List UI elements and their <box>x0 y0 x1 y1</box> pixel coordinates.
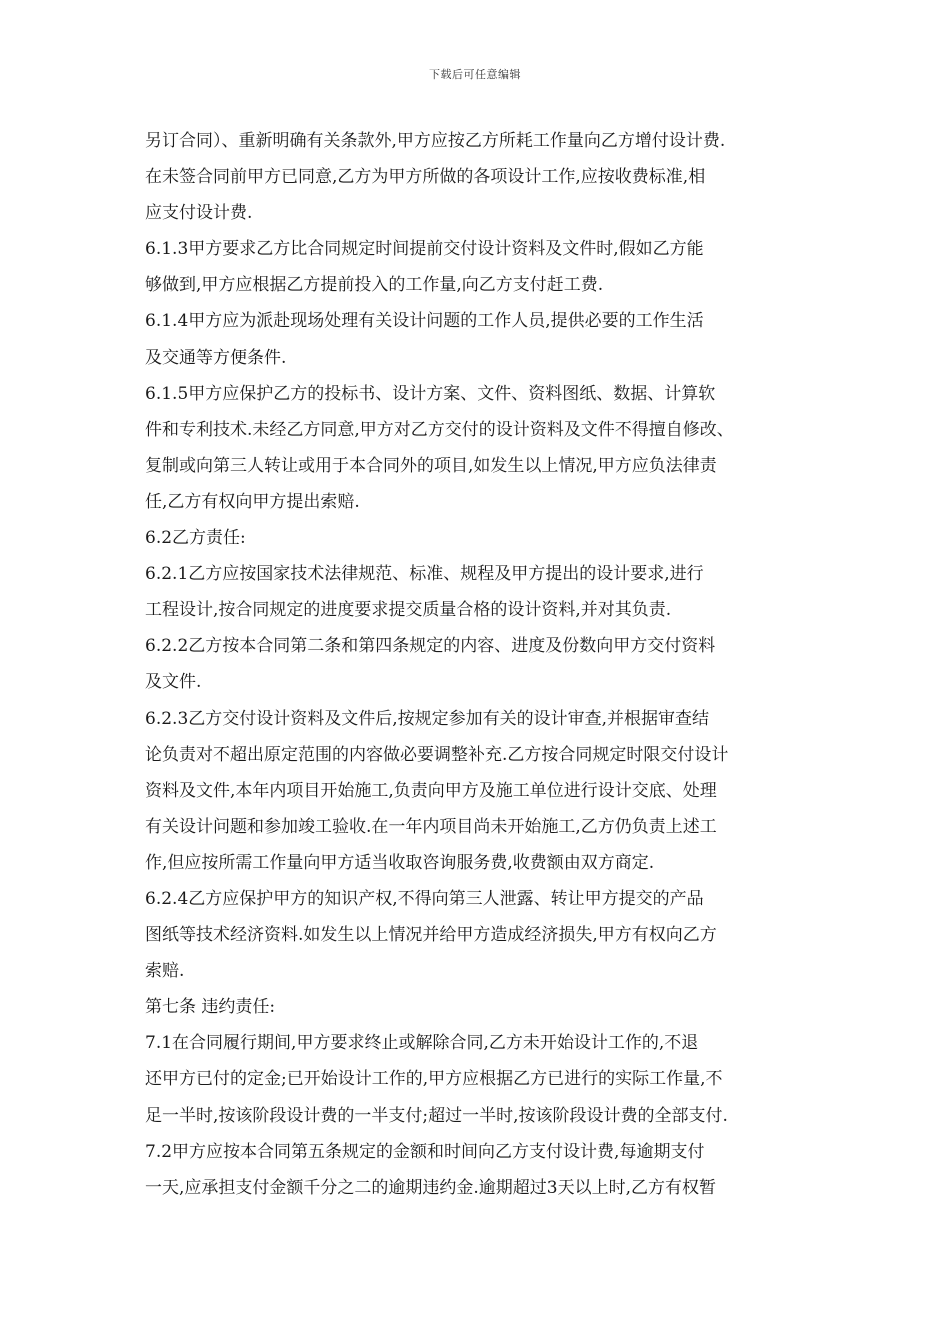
text-line: 6.2.2乙方按本合同第二条和第四条规定的内容、进度及份数向甲方交付资料 <box>145 636 716 657</box>
text-line: 资料及文件,本年内项目开始施工,负责向甲方及施工单位进行设计交底、处理 <box>145 780 717 801</box>
text-line: 还甲方已付的定金;已开始设计工作的,甲方应根据乙方已进行的实际工作量,不 <box>145 1069 723 1090</box>
text-line: 足一半时,按该阶段设计费的一半支付;超过一半时,按该阶段设计费的全部支付. <box>145 1105 728 1126</box>
text-line: 在未签合同前甲方已同意,乙方为甲方所做的各项设计工作,应按收费标准,相 <box>145 167 706 188</box>
text-line: 6.1.3甲方要求乙方比合同规定时间提前交付设计资料及文件时,假如乙方能 <box>145 239 704 260</box>
text-line: 及交通等方便条件. <box>145 347 287 368</box>
text-line: 应支付设计费. <box>145 203 253 224</box>
text-line: 及文件. <box>145 672 202 693</box>
page-header: 下载后可任意编辑 <box>429 68 521 81</box>
text-line: 6.1.5甲方应保护乙方的投标书、设计方案、文件、资料图纸、数据、计算软 <box>145 383 716 404</box>
text-line: 6.2.3乙方交付设计资料及文件后,按规定参加有关的设计审查,并根据审查结 <box>145 708 710 729</box>
text-line: 另订合同）、重新明确有关条款外,甲方应按乙方所耗工作量向乙方增付设计费. <box>145 131 726 151</box>
text-line: 复制或向第三人转让或用于本合同外的项目,如发生以上情况,甲方应负法律责 <box>145 455 717 476</box>
text-line: 图纸等技术经济资料.如发生以上情况并给甲方造成经济损失,甲方有权向乙方 <box>145 925 717 946</box>
text-line: 论负责对不超出原定范围的内容做必要调整补充.乙方按合同规定时限交付设计 <box>145 744 729 765</box>
text-line: 6.1.4甲方应为派赴现场处理有关设计问题的工作人员,提供必要的工作生活 <box>145 311 704 332</box>
text-line: 任,乙方有权向甲方提出索赔. <box>145 491 360 512</box>
text-line: 索赔. <box>145 961 185 982</box>
document-body <box>145 123 820 1206</box>
text-line: 工程设计,按合同规定的进度要求提交质量合格的设计资料,并对其负责. <box>145 600 672 621</box>
text-line: 6.2.4乙方应保护甲方的知识产权,不得向第三人泄露、转让甲方提交的产品 <box>145 888 704 909</box>
article-heading: 第七条 违约责任: <box>145 997 276 1018</box>
text-line: 够做到,甲方应根据乙方提前投入的工作量,向乙方支付赶工费. <box>145 275 604 296</box>
text-line: 一天,应承担支付金额千分之二的逾期违约金.逾期超过3天以上时,乙方有权暂 <box>145 1177 717 1198</box>
section-heading: 6.2乙方责任: <box>145 528 246 549</box>
text-line: 作,但应按所需工作量向甲方适当收取咨询服务费,收费额由双方商定. <box>145 852 655 873</box>
text-line: 有关设计问题和参加竣工验收.在一年内项目尚未开始施工,乙方仍负责上述工 <box>145 816 717 837</box>
text-line: 件和专利技术.未经乙方同意,甲方对乙方交付的设计资料及文件不得擅自修改、 <box>145 419 734 440</box>
text-line: 6.2.1乙方应按国家技术法律规范、标准、规程及甲方提出的设计要求,进行 <box>145 564 704 585</box>
text-line: 7.2甲方应按本合同第五条规定的金额和时间向乙方支付设计费,每逾期支付 <box>145 1141 705 1162</box>
text-line: 7.1在合同履行期间,甲方要求终止或解除合同,乙方未开始设计工作的,不退 <box>145 1033 699 1054</box>
